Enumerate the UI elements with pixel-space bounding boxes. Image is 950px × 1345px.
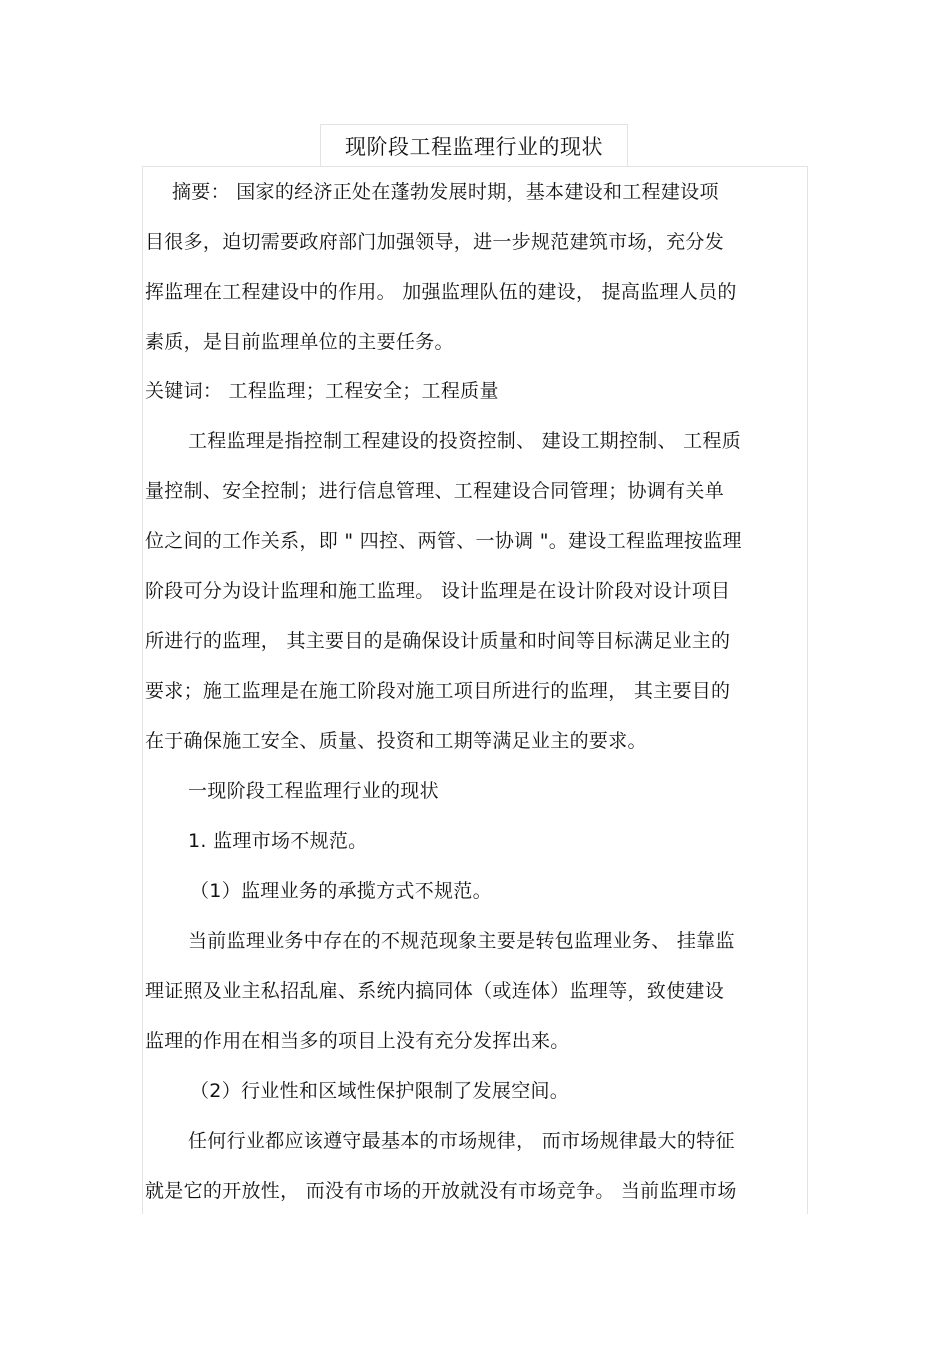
body-line: 量控制、安全控制；进行信息管理、工程建设合同管理；协调有关单 bbox=[145, 480, 725, 502]
body-line: 工程监理是指控制工程建设的投资控制、 建设工期控制、 工程质 bbox=[188, 430, 742, 452]
body-line: 监理的作用在相当多的项目上没有充分发挥出来。 bbox=[145, 1030, 570, 1052]
body-line: 阶段可分为设计监理和施工监理。 设计监理是在设计阶段对设计项目 bbox=[145, 580, 731, 602]
subsection-heading: 1. 监理市场不规范。 bbox=[188, 830, 368, 852]
abstract-line: 挥监理在工程建设中的作用。 加强监理队伍的建设， 提高监理人员的 bbox=[145, 281, 737, 303]
body-line: 就是它的开放性， 而没有市场的开放就没有市场竞争。 当前监理市场 bbox=[145, 1180, 737, 1202]
abstract-line: 目很多，迫切需要政府部门加强领导，进一步规范建筑市场，充分发 bbox=[145, 231, 725, 253]
body-line: 理证照及业主私招乱雇、系统内搞同体（或连体）监理等，致使建设 bbox=[145, 980, 725, 1002]
body-line: 在于确保施工安全、质量、投资和工期等满足业主的要求。 bbox=[145, 730, 647, 752]
sub-item-heading: （2）行业性和区域性保护限制了发展空间。 bbox=[190, 1080, 570, 1102]
section-heading: 一现阶段工程监理行业的现状 bbox=[188, 780, 439, 802]
abstract-line: 素质，是目前监理单位的主要任务。 bbox=[145, 331, 454, 353]
sub-item-heading: （1）监理业务的承揽方式不规范。 bbox=[190, 880, 492, 902]
abstract-line: 摘要： 国家的经济正处在蓬勃发展时期，基本建设和工程建设项 bbox=[172, 181, 719, 203]
keywords-line: 关键词： 工程监理；工程安全；工程质量 bbox=[145, 380, 499, 402]
title-box bbox=[320, 124, 628, 166]
body-line: 位之间的工作关系，即 " 四控、两管、一协调 "。建设工程监理按监理 bbox=[145, 530, 742, 552]
body-line: 当前监理业务中存在的不规范现象主要是转包监理业务、 挂靠监 bbox=[188, 930, 735, 952]
body-line: 任何行业都应该遵守最基本的市场规律， 而市场规律最大的特征 bbox=[188, 1130, 735, 1152]
body-line: 所进行的监理， 其主要目的是确保设计质量和时间等目标满足业主的 bbox=[145, 630, 731, 652]
body-line: 要求；施工监理是在施工阶段对施工项目所进行的监理， 其主要目的 bbox=[145, 680, 731, 702]
document-title: 现阶段工程监理行业的现状 bbox=[345, 135, 603, 159]
